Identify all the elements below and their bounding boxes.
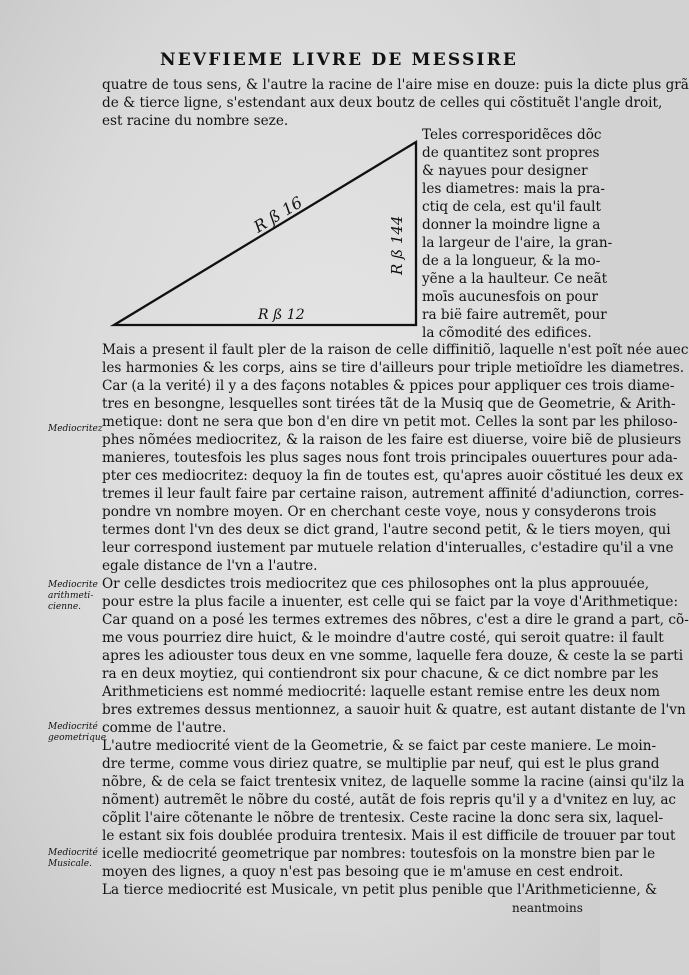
- right-triangle-figure: [100, 125, 420, 330]
- body-line: pour estre la plus facile a inuenter, est celle qui se faict par la voye d'Arithmetique:: [102, 594, 679, 610]
- body-line: phes nõmées mediocritez, & la raison de les faire est diuerse, voire biẽ de plusieurs: [102, 432, 682, 448]
- body-line: apres les adiouster tous deux en vne somme, laquelle fera douze, & ceste la se parti: [102, 648, 684, 664]
- body-line: bres extremes dessus mentionnez, a sauoir huit & quatre, est autant distante de l'vn: [102, 702, 686, 718]
- body-line: ra en deux moytiez, qui contiendront six pour chacune, & ce dict nombre par les: [102, 666, 659, 682]
- running-title: NEVFIEME LIVRE DE MESSIRE: [160, 50, 519, 70]
- intro-line: de & tierce ligne, s'estendant aux deux boutz de celles qui cõstituẽt l'angle droit,: [102, 95, 663, 111]
- body-line: Mais a present il fault pler de la raison de celle diffinitiõ, laquelle n'est poĩt née auec: [102, 342, 689, 358]
- body-line: me vous pourriez dire huict, & le moindre d'autre costé, qui seroit quatre: il fault: [102, 630, 664, 646]
- margin-note-line: arithmeti-: [48, 591, 94, 601]
- body-line: termes dont l'vn des deux se dict grand, l'autre second petit, & le tiers moyen, qui: [102, 522, 671, 538]
- body-line: pondre vn nombre moyen. Or en cherchant ceste voye, nous y consyderons trois: [102, 504, 657, 520]
- body-line: le estant six fois doublée produira trentesix. Mais il est difficile de trouuer par tout: [102, 828, 676, 844]
- margin-note-line: Mediocrité: [48, 848, 98, 858]
- margin-note-geometric: [48, 722, 106, 744]
- body-line: Or celle desdictes trois mediocritez que ces philosophes ont la plus approuuée,: [102, 576, 650, 592]
- body-line: moyen des lignes, a quoy n'est pas besoing que ie m'amuse en cest endroit.: [102, 864, 624, 880]
- body-line: nõbre, & de cela se faict trentesix vnitez, de laquelle somme la racine (ainsi qu'ilz la: [102, 774, 685, 790]
- body-line: icelle mediocrité geometrique par nombres: toutesfois on la monstre bien par le: [102, 846, 656, 862]
- body-line: metique: dont ne sera que bon d'en dire vn petit mot. Celles la sont par les philoso-: [102, 414, 678, 430]
- hypotenuse-label: R ß 16: [250, 192, 306, 237]
- margin-note-arithmetic: [48, 580, 98, 613]
- margin-note-mediocritez: [48, 424, 103, 435]
- side-text-line: la largeur de l'aire, la gran-: [422, 235, 613, 251]
- body-line: comme de l'autre.: [102, 720, 227, 736]
- body-line: leur correspond iustement par mutuele relation d'interualles, c'estadire qu'il a vne: [102, 540, 674, 556]
- side-text-line: de a la longueur, & la mo-: [422, 253, 601, 269]
- margin-note-line: Musicale.: [48, 859, 92, 869]
- body-line: manieres, toutesfois les plus sages nous font trois principales ouuertures pour ada-: [102, 450, 678, 466]
- side-text-line: donner la moindre ligne a: [422, 217, 601, 233]
- body-line: Arithmeticiens est nommé mediocrité: laquelle estant remise entre les deux nom: [102, 684, 661, 700]
- body-line: nõment) autremẽt le nõbre du costé, autãt de fois repris qu'il y a d'vnitez en luy, ac: [102, 792, 677, 808]
- catchword: neantmoins: [512, 901, 583, 915]
- triangle-outline: [114, 142, 416, 325]
- intro-line: quatre de tous sens, & l'autre la racine de l'aire mise en douze: puis la dicte plus grã: [102, 77, 689, 93]
- side-text-line: ra bië faire autremẽt, pour: [422, 307, 607, 323]
- margin-note-line: Mediocrite: [48, 580, 98, 590]
- body-line: La tierce mediocrité est Musicale, vn petit plus penible que l'Arithmeticienne, &: [102, 882, 658, 898]
- margin-note-line: cienne.: [48, 602, 82, 612]
- margin-note-line: Mediocritez: [48, 424, 103, 434]
- body-line: egale distance de l'vn a l'autre.: [102, 558, 318, 574]
- side-text-line: Teles corresporidẽces dõc: [422, 127, 602, 143]
- margin-note-line: geometrique: [48, 733, 107, 743]
- base-label: R ß 12: [258, 307, 305, 323]
- body-line: dre terme, comme vous diriez quatre, se multiplie par neuf, qui est le plus grand: [102, 756, 660, 772]
- side-text-line: & nayues pour designer: [422, 163, 588, 179]
- margin-note-musical: [48, 848, 98, 870]
- side-text-line: la cõmodité des edifices.: [422, 325, 592, 341]
- body-line: tres en besongne, lesquelles sont tirées tãt de la Musiq que de Geometrie, & Arith-: [102, 396, 676, 412]
- side-text-line: de quantitez sont propres: [422, 145, 600, 161]
- margin-note-line: Mediocrité: [48, 722, 98, 732]
- body-line: les harmonies & les corps, ains se tire d'ailleurs pour triple metioĩdre les diametres.: [102, 360, 685, 376]
- body-line: Car (a la verité) il y a des façons notables & ppices pour appliquer ces trois diame-: [102, 378, 675, 394]
- side-text-line: yẽne a la haulteur. Ce neãt: [422, 271, 608, 287]
- side-text-line: les diametres: mais la pra-: [422, 181, 605, 197]
- side-text-line: moīs aucunesfois on pour: [422, 289, 598, 305]
- body-line: tremes il leur fault faire par certaine raison, autrement affinité d'adiunction, corres-: [102, 486, 684, 502]
- intro-line: est racine du nombre seze.: [102, 113, 289, 129]
- side-text-line: ctiq de cela, est qu'il fault: [422, 199, 601, 215]
- height-label: R ß 144: [388, 215, 406, 275]
- body-line: L'autre mediocrité vient de la Geometrie, & se faict par ceste maniere. Le moin-: [102, 738, 657, 754]
- body-line: Car quand on a posé les termes extremes des nõbres, c'est a dire le grand a part, cõ-: [102, 612, 689, 628]
- body-line: cõplit l'aire cõtenante le nõbre de trentesix. Ceste racine la donc sera six, laquel-: [102, 810, 664, 826]
- body-line: pter ces mediocritez: dequoy la fin de toutes est, qu'apres auoir cõstitué les deux ex: [102, 468, 683, 484]
